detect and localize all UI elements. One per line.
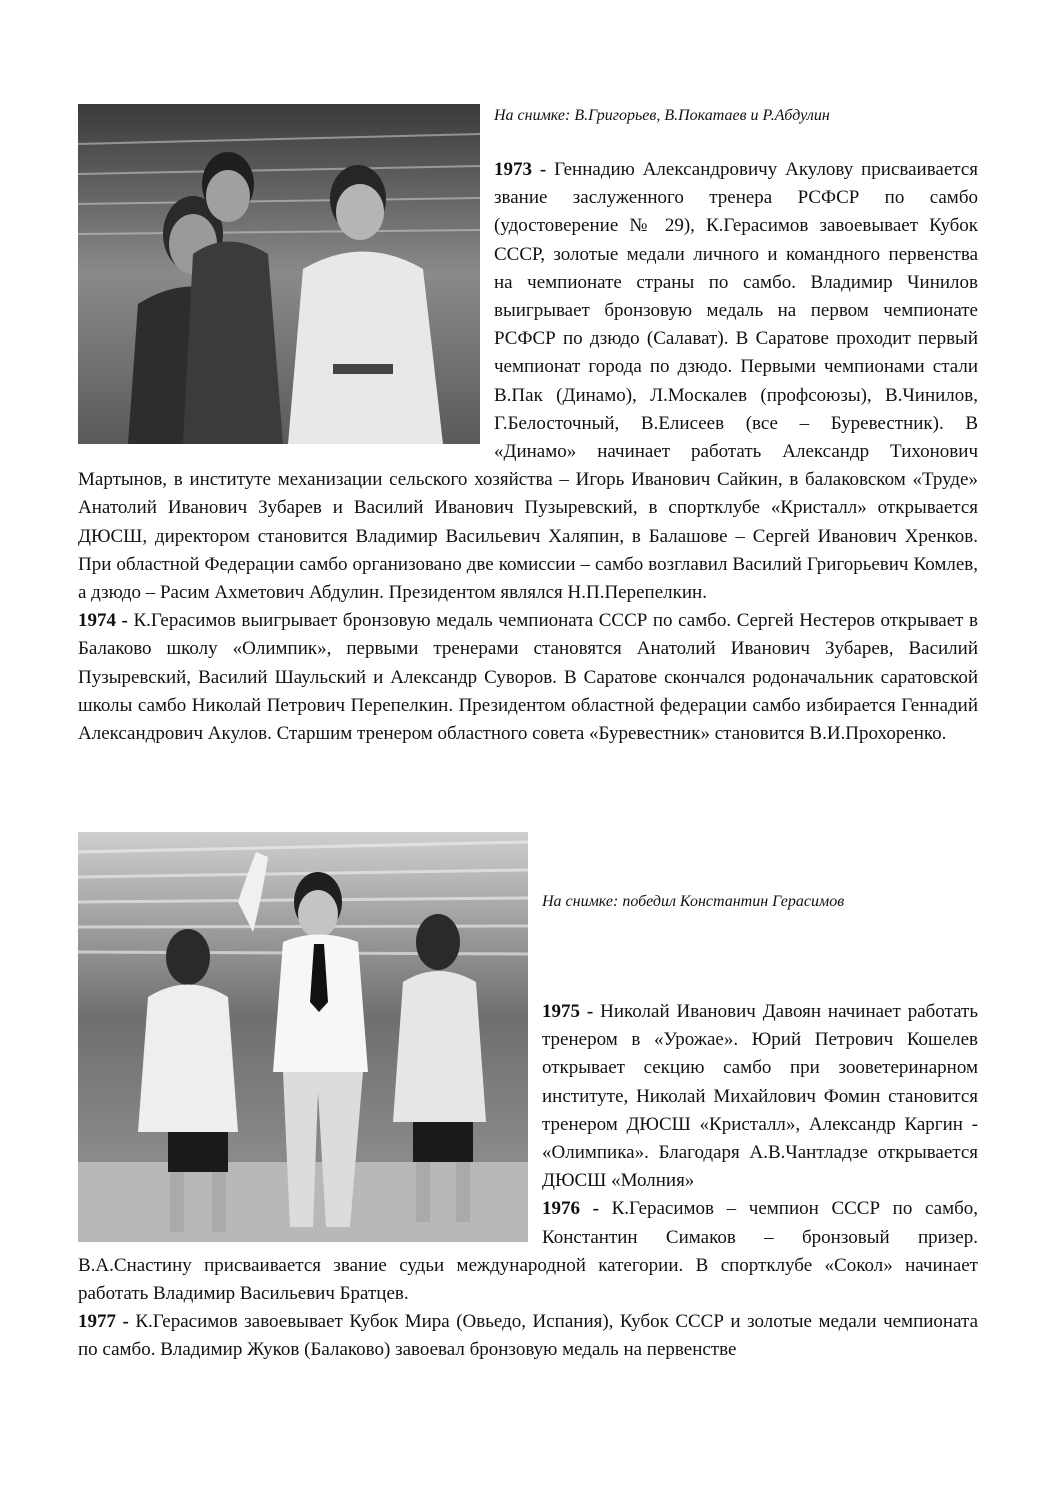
- entry-text: К.Герасимов завоевывает Кубок Мира (Овьедо, Испания), Кубок СССР и золотые медали чемпионата по самбо. Владимир Жуков (Балаково) завоевал бронзовую медаль на первенстве: [78, 1311, 978, 1361]
- entry-text: Николай Иванович Давоян начинает работать тренером в «Урожае». Юрий Петрович Кошелев открывает секцию самбо при зооветеринарном институте, Николай Михайлович Фомин становится тренером ДЮСШ «Кристалл», Александр Каргин - «Олимпика». Благодаря А.В.Чантладзе открывается ДЮСШ «Молния»: [542, 1001, 979, 1192]
- photo-grigoriev-pokataev-abdulin: [78, 104, 480, 444]
- year-label: 1976: [542, 1198, 580, 1220]
- entry-text: Геннадию Александровичу Акулову присваивается звание заслуженного тренера РСФСР по самбо (удостоверение № 29), К.Герасимов завоевывает Кубок СССР, золотые медали личного и командного первенства на чемпионате страны по самбо. Владимир Чинилов выигрывает бронзовую медаль на первом чемпионате РСФСР по дзюдо (Салават). В Саратове проходит первый чемпионат города по дзюдо. Первыми чемпионами стали В.Пак (Динамо), Л.Москалев (профсоюзы), В.Чинилов, Г.Белосточный, В.Елисеев (все – Буревестник). В «Динамо» начинает работать Александр Тихонович Мартынов, в институте механизации сельского хозяйства – Игорь Иванович Сайкин, в балаковском «Труде» Анатолий Иванович Зубарев и Василий Иванович Пузыревский, в спортклубе «Кристалл» открывается ДЮСШ, директором становится Владимир Васильевич Халяпин, в Балашове – Сергей Иванович Хренков. При областной Федерации самбо организовано две комиссии – самбо возглавил Василий Григорьевич Комлев, а дзюдо – Расим Ахметович Абдулин. Президентом являлся Н.П.Перепелкин.: [78, 159, 979, 604]
- year-dash: -: [116, 1311, 136, 1333]
- year-label: 1973: [494, 159, 532, 180]
- entry-text: К.Герасимов – чемпион СССР по самбо, Константин Симаков – бронзовый призер. В.А.Снастину присваивается звание судьи международной категории. В спортклубе «Сокол» начинает работать Владимир Васильевич Братцев.: [78, 1198, 979, 1305]
- year-dash: -: [532, 159, 555, 180]
- entry-1974: [78, 607, 978, 748]
- photo-caption-2: На снимке: победил Константин Герасимов: [542, 893, 845, 910]
- year-dash: -: [580, 1001, 601, 1022]
- year-dash: -: [580, 1198, 612, 1220]
- year-dash: -: [116, 610, 134, 632]
- year-label: 1977: [78, 1311, 116, 1333]
- section-1975-1977: [78, 832, 978, 1365]
- entry-text: К.Герасимов выигрывает бронзовую медаль чемпионата СССР по самбо. Сергей Нестеров открывает в Балаково школу «Олимпик», первыми тренерами становятся Анатолий Иванович Зубарев, Василий Пузыревский, Василий Шаульский и Александр Суворов. В Саратове скончался родоначальник саратовской школы самбо Николай Петрович Перепелкин. Президентом областной федерации самбо избирается Геннадий Александрович Акулов. Старшим тренером областного совета «Буревестник» становится В.И.Прохоренко.: [78, 610, 978, 745]
- year-label: 1975: [542, 1001, 580, 1022]
- photo-gerasimov-victory: [78, 832, 528, 1242]
- photo-image-1: [78, 104, 480, 444]
- section-1973-1974: [78, 104, 978, 748]
- photo-image-2: [78, 832, 528, 1242]
- photo-caption-1: На снимке: В.Григорьев, В.Покатаев и Р.Абдулин: [494, 107, 830, 124]
- year-label: 1974: [78, 610, 116, 632]
- entry-1977: [78, 1308, 978, 1364]
